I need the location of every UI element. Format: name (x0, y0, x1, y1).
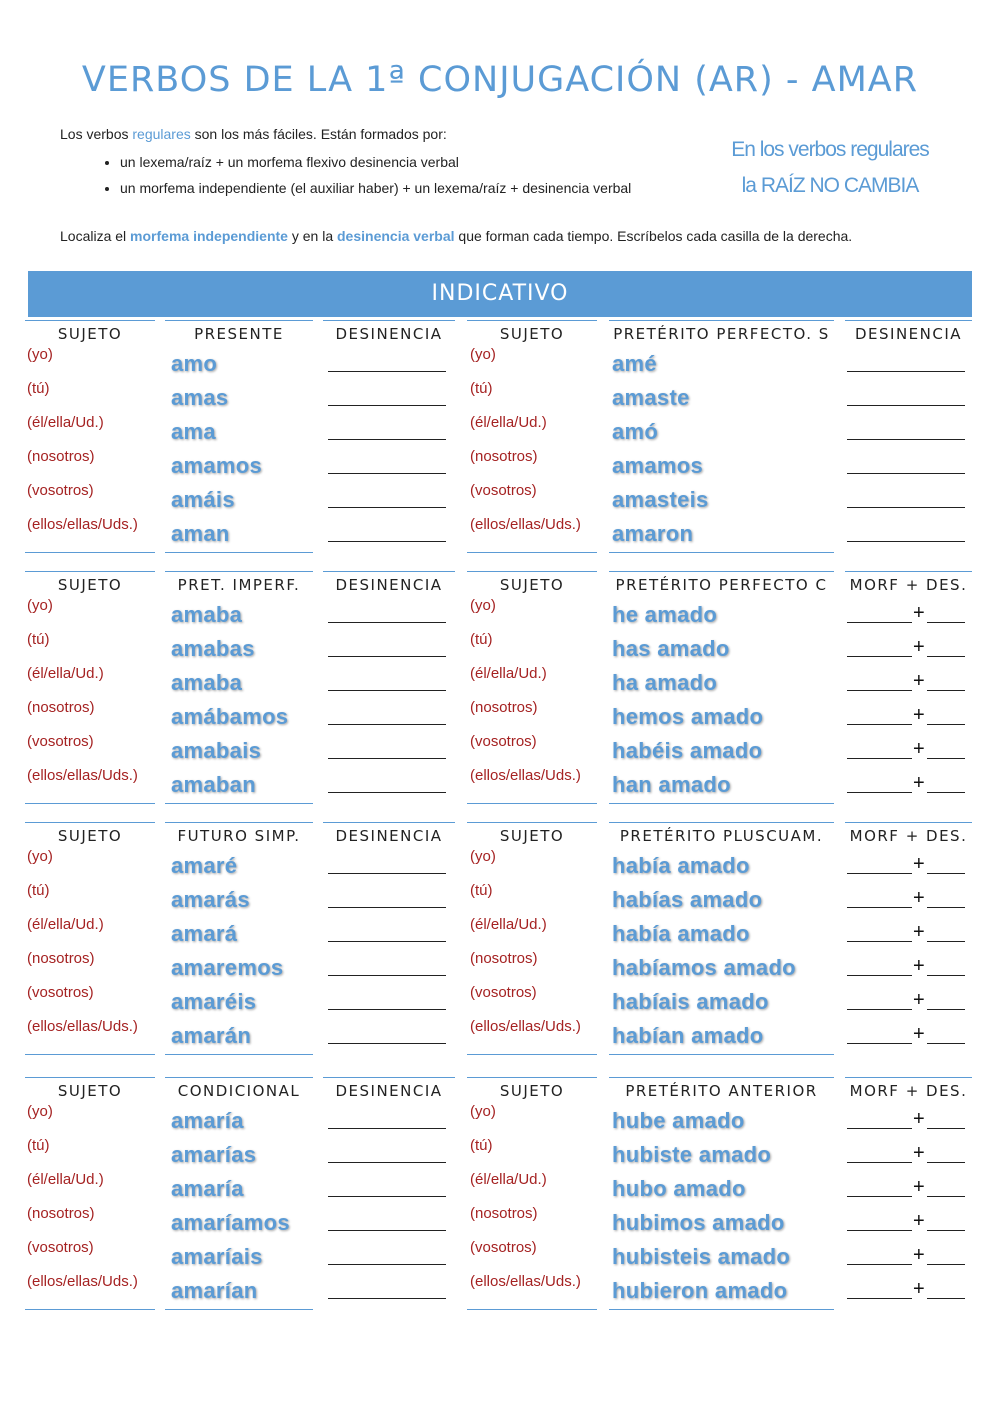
verb-form: amaba (171, 670, 243, 695)
answer-blank[interactable] (847, 405, 965, 406)
morph-blank[interactable] (847, 1128, 912, 1129)
column-bottom-line (25, 552, 155, 553)
morph-plus-blank[interactable] (847, 1110, 965, 1130)
verb-form: amamos (171, 453, 263, 478)
verb-form: amarán (171, 1023, 252, 1048)
ending-blank[interactable] (927, 907, 965, 908)
ending-blank[interactable] (927, 941, 965, 942)
subject-label: (tú) (27, 631, 50, 648)
plus-sign: + (913, 1142, 925, 1164)
subject-label: (vosotros) (27, 1239, 94, 1256)
subject-label: (vosotros) (470, 482, 537, 499)
subject-label: (ellos/ellas/Uds.) (27, 1273, 138, 1290)
subject-label: (él/ella/Ud.) (27, 916, 104, 933)
subject-label: (yo) (27, 346, 53, 363)
subject-label: (tú) (27, 882, 50, 899)
ending-blank[interactable] (927, 1162, 965, 1163)
subject-header: SUJETO (467, 320, 597, 346)
verb-form: hubiste amado (612, 1142, 772, 1167)
morph-blank[interactable] (847, 941, 912, 942)
subject-label: (él/ella/Ud.) (470, 1171, 547, 1188)
column-bottom-line (609, 1054, 834, 1055)
answer-blank[interactable] (328, 1264, 446, 1265)
morph-blank[interactable] (847, 1196, 912, 1197)
intro (60, 126, 700, 206)
subject-label: (nosotros) (27, 950, 95, 967)
verb-form: había amado (612, 921, 750, 946)
answer-blank[interactable] (328, 941, 446, 942)
verb-form: hemos amado (612, 704, 764, 729)
subject-header: SUJETO (25, 320, 155, 346)
answer-blank[interactable] (847, 439, 965, 440)
tense-header: PRETÉRITO PERFECTO. S (609, 320, 834, 346)
plus-sign: + (913, 1023, 925, 1045)
subject-label: (nosotros) (27, 1205, 95, 1222)
verb-form: aman (171, 521, 230, 546)
answer-header: DESINENCIA (323, 822, 455, 848)
subject-label: (ellos/ellas/Uds.) (470, 516, 581, 533)
ending-blank[interactable] (927, 724, 965, 725)
morph-blank[interactable] (847, 975, 912, 976)
tense-header: PRESENTE (165, 320, 313, 346)
verb-form: amaste (612, 385, 690, 410)
subject-label: (yo) (27, 597, 53, 614)
subject-label: (tú) (470, 380, 493, 397)
instruction-highlight: desinencia verbal (337, 228, 455, 244)
ending-blank[interactable] (927, 1230, 965, 1231)
answer-blank[interactable] (328, 873, 446, 874)
subject-label: (vosotros) (27, 733, 94, 750)
morph-blank[interactable] (847, 758, 912, 759)
ending-blank[interactable] (927, 1298, 965, 1299)
morph-plus-blank[interactable] (847, 740, 965, 760)
verb-form: amó (612, 419, 659, 444)
morph-plus-blank[interactable] (847, 706, 965, 726)
answer-blank[interactable] (328, 1009, 446, 1010)
morph-plus-blank[interactable] (847, 923, 965, 943)
answer-header: DESINENCIA (323, 1077, 455, 1103)
morph-plus-blank[interactable] (847, 672, 965, 692)
plus-sign: + (913, 887, 925, 909)
answer-blank[interactable] (847, 371, 965, 372)
column-bottom-line (25, 1309, 155, 1310)
subject-label: (tú) (470, 882, 493, 899)
verb-form: has amado (612, 636, 730, 661)
verb-form: amaremos (171, 955, 284, 980)
intro-text: Los verbos (60, 126, 133, 142)
morph-blank[interactable] (847, 1162, 912, 1163)
subject-label: (nosotros) (27, 448, 95, 465)
verb-form: habían amado (612, 1023, 764, 1048)
answer-blank[interactable] (847, 473, 965, 474)
verb-form: amaríais (171, 1244, 263, 1269)
subject-label: (tú) (470, 631, 493, 648)
column-bottom-line (165, 803, 313, 804)
verb-form: amaba (171, 602, 243, 627)
morph-blank[interactable] (847, 792, 912, 793)
morph-blank[interactable] (847, 622, 912, 623)
morph-blank[interactable] (847, 1009, 912, 1010)
verb-form: amaríamos (171, 1210, 290, 1235)
column-bottom-line (165, 1309, 313, 1310)
column-bottom-line (609, 1309, 834, 1310)
morph-plus-blank[interactable] (847, 855, 965, 875)
morph-plus-blank[interactable] (847, 1178, 965, 1198)
subject-label: (yo) (470, 1103, 496, 1120)
plus-sign: + (913, 1176, 925, 1198)
verb-form: habéis amado (612, 738, 763, 763)
verb-form: amamos (612, 453, 704, 478)
subject-label: (nosotros) (470, 699, 538, 716)
subject-label: (tú) (27, 380, 50, 397)
subject-header: SUJETO (25, 1077, 155, 1103)
column-bottom-line (467, 1309, 597, 1310)
subject-label: (vosotros) (470, 984, 537, 1001)
verb-form: hube amado (612, 1108, 745, 1133)
plus-sign: + (913, 1210, 925, 1232)
ending-blank[interactable] (927, 1196, 965, 1197)
morph-plus-blank[interactable] (847, 1246, 965, 1266)
morph-blank[interactable] (847, 1043, 912, 1044)
instruction-text: que forman cada tiempo. Escríbelos cada casilla de la derecha. (454, 228, 853, 244)
column-bottom-line (467, 1054, 597, 1055)
verb-form: amaré (171, 853, 238, 878)
verb-form: hubieron amado (612, 1278, 788, 1303)
verb-form: amo (171, 351, 218, 376)
verb-form: amaría (171, 1108, 244, 1133)
answer-blank[interactable] (328, 371, 446, 372)
answer-header: DESINENCIA (323, 320, 455, 346)
answer-blank[interactable] (328, 541, 446, 542)
morph-plus-blank[interactable] (847, 1025, 965, 1045)
verb-form: amas (171, 385, 229, 410)
tense-block (0, 822, 1000, 1062)
tense-header: PRETÉRITO PLUSCUAM. (609, 822, 834, 848)
subject-label: (yo) (470, 848, 496, 865)
subject-label: (vosotros) (470, 1239, 537, 1256)
answer-blank[interactable] (328, 758, 446, 759)
answer-header: MORF + DES. (845, 571, 972, 597)
answer-blank[interactable] (328, 473, 446, 474)
ending-blank[interactable] (927, 690, 965, 691)
plus-sign: + (913, 989, 925, 1011)
answer-blank[interactable] (328, 724, 446, 725)
intro-line (60, 126, 700, 142)
ending-blank[interactable] (927, 873, 965, 874)
subject-label: (ellos/ellas/Uds.) (27, 767, 138, 784)
column-bottom-line (467, 552, 597, 553)
verb-form: amáis (171, 487, 235, 512)
subject-label: (vosotros) (27, 984, 94, 1001)
verb-form: hubimos amado (612, 1210, 785, 1235)
morph-plus-blank[interactable] (847, 1280, 965, 1300)
plus-sign: + (913, 853, 925, 875)
plus-sign: + (913, 670, 925, 692)
verb-form: habías amado (612, 887, 763, 912)
morph-plus-blank[interactable] (847, 604, 965, 624)
subject-label: (nosotros) (27, 699, 95, 716)
answer-blank[interactable] (847, 507, 965, 508)
aside-note (700, 132, 960, 204)
verb-form: amaban (171, 772, 256, 797)
ending-blank[interactable] (927, 1264, 965, 1265)
ending-blank[interactable] (927, 1043, 965, 1044)
verb-form: había amado (612, 853, 750, 878)
answer-header: MORF + DES. (845, 1077, 972, 1103)
verb-form: amarás (171, 887, 250, 912)
answer-header: DESINENCIA (323, 571, 455, 597)
answer-blank[interactable] (328, 656, 446, 657)
verb-form: amé (612, 351, 657, 376)
morph-plus-blank[interactable] (847, 774, 965, 794)
subject-label: (yo) (470, 597, 496, 614)
intro-bullets (60, 154, 700, 196)
verb-form: amaréis (171, 989, 257, 1014)
verb-form: amará (171, 921, 238, 946)
morph-blank[interactable] (847, 724, 912, 725)
plus-sign: + (913, 1244, 925, 1266)
subject-label: (ellos/ellas/Uds.) (470, 1018, 581, 1035)
plus-sign: + (913, 955, 925, 977)
verb-form: hubo amado (612, 1176, 746, 1201)
subject-label: (él/ella/Ud.) (470, 916, 547, 933)
answer-blank[interactable] (328, 792, 446, 793)
subject-header: SUJETO (25, 571, 155, 597)
morph-blank[interactable] (847, 690, 912, 691)
answer-blank[interactable] (328, 1298, 446, 1299)
tense-header: PRET. IMPERF. (165, 571, 313, 597)
answer-blank[interactable] (328, 1128, 446, 1129)
verb-form: amábamos (171, 704, 289, 729)
verb-form: han amado (612, 772, 731, 797)
morph-plus-blank[interactable] (847, 638, 965, 658)
morph-plus-blank[interactable] (847, 1144, 965, 1164)
verb-form: habíais amado (612, 989, 769, 1014)
answer-blank[interactable] (328, 1230, 446, 1231)
ending-blank[interactable] (927, 975, 965, 976)
verb-form: hubisteis amado (612, 1244, 791, 1269)
subject-label: (ellos/ellas/Uds.) (27, 1018, 138, 1035)
bullet-item: • un morfema independiente (el auxiliar haber) + un lexema/raíz + desinencia verbal (120, 180, 700, 196)
subject-label: (él/ella/Ud.) (27, 1171, 104, 1188)
verb-form: habíamos amado (612, 955, 796, 980)
plus-sign: + (913, 921, 925, 943)
subject-label: (él/ella/Ud.) (27, 414, 104, 431)
subject-label: (vosotros) (470, 733, 537, 750)
ending-blank[interactable] (927, 1009, 965, 1010)
verb-form: ha amado (612, 670, 718, 695)
column-bottom-line (165, 1054, 313, 1055)
subject-label: (tú) (27, 1137, 50, 1154)
answer-blank[interactable] (328, 622, 446, 623)
morph-blank[interactable] (847, 1230, 912, 1231)
ending-blank[interactable] (927, 656, 965, 657)
morph-plus-blank[interactable] (847, 957, 965, 977)
verb-form: he amado (612, 602, 718, 627)
tense-block (0, 1077, 1000, 1317)
aside-line: la RAÍZ NO CAMBIA (741, 174, 919, 197)
plus-sign: + (913, 738, 925, 760)
verb-form: amabais (171, 738, 262, 763)
subject-label: (nosotros) (470, 448, 538, 465)
morph-blank[interactable] (847, 873, 912, 874)
subject-label: (ellos/ellas/Uds.) (470, 1273, 581, 1290)
subject-header: SUJETO (25, 822, 155, 848)
subject-label: (yo) (27, 1103, 53, 1120)
aside-line: En los verbos regulares (731, 138, 929, 161)
subject-label: (él/ella/Ud.) (27, 665, 104, 682)
verb-form: amasteis (612, 487, 709, 512)
morph-plus-blank[interactable] (847, 991, 965, 1011)
verb-form: amarías (171, 1142, 257, 1167)
column-bottom-line (467, 803, 597, 804)
answer-blank[interactable] (328, 975, 446, 976)
answer-blank[interactable] (328, 690, 446, 691)
verb-form: amarían (171, 1278, 258, 1303)
tense-block (0, 571, 1000, 811)
morph-blank[interactable] (847, 656, 912, 657)
column-bottom-line (609, 803, 834, 804)
tense-header: CONDICIONAL (165, 1077, 313, 1103)
page-title: VERBOS DE LA 1ª CONJUGACIÓN (AR) - AMAR (81, 60, 919, 100)
plus-sign: + (913, 602, 925, 624)
answer-blank[interactable] (328, 1196, 446, 1197)
bullet-item: • un lexema/raíz + un morfema flexivo desinencia verbal (120, 154, 700, 170)
column-bottom-line (165, 552, 313, 553)
verb-form: amaría (171, 1176, 244, 1201)
subject-label: (yo) (470, 346, 496, 363)
plus-sign: + (913, 1108, 925, 1130)
answer-blank[interactable] (328, 1043, 446, 1044)
answer-blank[interactable] (847, 541, 965, 542)
subject-label: (él/ella/Ud.) (470, 414, 547, 431)
plus-sign: + (913, 704, 925, 726)
subject-label: (vosotros) (27, 482, 94, 499)
instruction-text: Localiza el (60, 228, 131, 244)
answer-blank[interactable] (328, 507, 446, 508)
answer-blank[interactable] (328, 405, 446, 406)
ending-blank[interactable] (927, 622, 965, 623)
intro-text: son los más fáciles. Están formados por: (190, 126, 447, 142)
answer-blank[interactable] (328, 439, 446, 440)
morph-plus-blank[interactable] (847, 889, 965, 909)
tense-header: PRETÉRITO PERFECTO C (609, 571, 834, 597)
ending-blank[interactable] (927, 792, 965, 793)
subject-label: (yo) (27, 848, 53, 865)
subject-label: (ellos/ellas/Uds.) (27, 516, 138, 533)
subject-label: (ellos/ellas/Uds.) (470, 767, 581, 784)
column-bottom-line (609, 552, 834, 553)
column-bottom-line (25, 1054, 155, 1055)
verb-form: amaron (612, 521, 694, 546)
answer-header: DESINENCIA (845, 320, 972, 346)
subject-header: SUJETO (467, 1077, 597, 1103)
plus-sign: + (913, 772, 925, 794)
subject-label: (nosotros) (470, 1205, 538, 1222)
column-bottom-line (25, 803, 155, 804)
tense-header: PRETÉRITO ANTERIOR (609, 1077, 834, 1103)
instruction (60, 228, 852, 244)
morph-blank[interactable] (847, 1264, 912, 1265)
ending-blank[interactable] (927, 758, 965, 759)
indicativo-banner: INDICATIVO (28, 271, 972, 317)
morph-blank[interactable] (847, 907, 912, 908)
tense-header: FUTURO SIMP. (165, 822, 313, 848)
answer-header: MORF + DES. (845, 822, 972, 848)
ending-blank[interactable] (927, 1128, 965, 1129)
intro-highlight: regulares (132, 126, 191, 142)
instruction-highlight: morfema independiente (130, 228, 288, 244)
instruction-text: y en la (287, 228, 337, 244)
subject-header: SUJETO (467, 571, 597, 597)
verb-form: ama (171, 419, 216, 444)
subject-header: SUJETO (467, 822, 597, 848)
plus-sign: + (913, 1278, 925, 1300)
subject-label: (tú) (470, 1137, 493, 1154)
answer-blank[interactable] (328, 907, 446, 908)
subject-label: (él/ella/Ud.) (470, 665, 547, 682)
verb-form: amabas (171, 636, 255, 661)
plus-sign: + (913, 636, 925, 658)
tense-block (0, 320, 1000, 560)
subject-label: (nosotros) (470, 950, 538, 967)
answer-blank[interactable] (328, 1162, 446, 1163)
morph-plus-blank[interactable] (847, 1212, 965, 1232)
morph-blank[interactable] (847, 1298, 912, 1299)
